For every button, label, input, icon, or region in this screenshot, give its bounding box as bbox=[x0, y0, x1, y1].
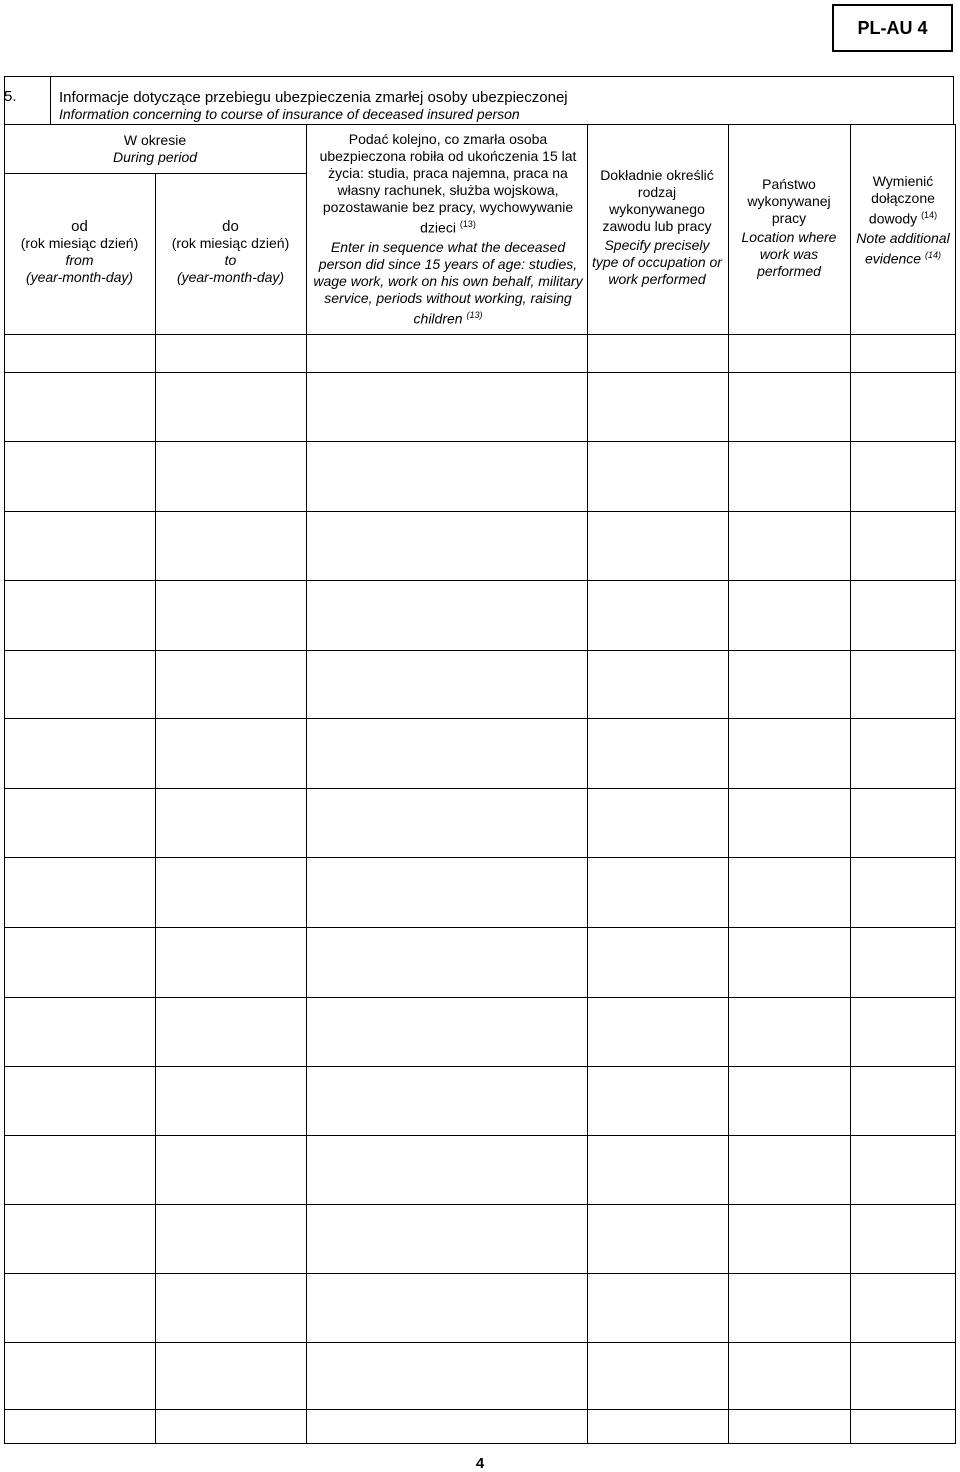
column-divider bbox=[850, 124, 851, 1443]
period-label-pl: W okresie bbox=[123, 132, 187, 148]
activity-note-pl: (13) bbox=[459, 219, 476, 229]
occupation-header bbox=[592, 167, 722, 288]
evidence-note-pl: (14) bbox=[921, 210, 938, 220]
table-row-line bbox=[4, 1273, 956, 1274]
country-label-en: Location where work was performed bbox=[741, 229, 837, 279]
table-row-line bbox=[4, 372, 956, 373]
evidence-label-en: Note additional evidence bbox=[856, 229, 950, 267]
from-header bbox=[4, 218, 155, 286]
to-format-pl: (rok miesiąc dzień) bbox=[171, 235, 290, 251]
table-row-line bbox=[4, 788, 956, 789]
to-label-en: to bbox=[224, 252, 237, 268]
table-row-line bbox=[4, 1066, 956, 1067]
form-code: PL-AU 4 bbox=[857, 17, 928, 38]
column-divider bbox=[587, 124, 588, 1443]
table-row-line bbox=[4, 511, 956, 512]
table-row-line bbox=[4, 580, 956, 581]
activity-label-en: Enter in sequence what the deceased person did since 15 years of age: studies, wage work, work on his own behalf, military service, periods without working, raising children bbox=[313, 238, 583, 327]
table-row-line bbox=[4, 650, 956, 651]
section-title bbox=[59, 89, 568, 123]
page-number: 4 bbox=[475, 1455, 485, 1472]
header-bottom-line bbox=[4, 334, 956, 335]
table-row-line bbox=[4, 1342, 956, 1343]
period-label-en: During period bbox=[112, 149, 198, 165]
period-subheader-line bbox=[4, 173, 306, 174]
country-label-pl: Państwo wykonywanej pracy bbox=[747, 176, 831, 226]
table-row-line bbox=[4, 1135, 956, 1136]
section-number-divider bbox=[50, 76, 51, 124]
from-label-pl: od bbox=[71, 218, 88, 235]
occupation-label-en: Specify precisely type of occupation or work performed bbox=[592, 237, 722, 287]
section-title-pl: Informacje dotyczące przebiegu ubezpieczenia zmarłej osoby ubezpieczonej bbox=[59, 89, 568, 106]
to-format-en: (year-month-day) bbox=[176, 269, 285, 285]
period-header bbox=[4, 132, 306, 166]
table-row-line bbox=[4, 927, 956, 928]
table-row-line bbox=[4, 1204, 956, 1205]
column-divider bbox=[728, 124, 729, 1443]
evidence-note-en: (14) bbox=[924, 249, 941, 260]
from-label-en: from bbox=[65, 252, 94, 268]
section-title-en: Information concerning to course of insurance of deceased insured person bbox=[59, 106, 520, 122]
from-format-en: (year-month-day) bbox=[25, 269, 134, 285]
form-code-box bbox=[832, 4, 953, 52]
section-number: 5. bbox=[4, 88, 17, 105]
table-row-line bbox=[4, 441, 956, 442]
activity-header bbox=[312, 131, 584, 327]
table-row-line bbox=[4, 997, 956, 998]
activity-label-pl: Podać kolejno, co zmarła osoba ubezpieczona robiła od ukończenia 15 lat życia: studia, praca najemna, praca na własny rachunek, służba wojskowa, pozostawanie bez pracy, wychowywanie dzieci bbox=[319, 131, 577, 236]
occupation-label-pl: Dokładnie określić rodzaj wykonywanego zawodu lub pracy bbox=[600, 167, 714, 234]
table-row-line bbox=[4, 857, 956, 858]
table-row-line bbox=[4, 718, 956, 719]
column-divider bbox=[155, 173, 156, 1443]
to-label-pl: do bbox=[222, 218, 239, 235]
country-header bbox=[735, 176, 843, 280]
column-divider bbox=[306, 124, 307, 1443]
evidence-label-pl: Wymienić dołączone dowody bbox=[868, 173, 935, 227]
from-format-pl: (rok miesiąc dzień) bbox=[20, 235, 139, 251]
activity-note-en: (13) bbox=[466, 309, 483, 320]
to-header bbox=[155, 218, 306, 286]
table-row-line bbox=[4, 1409, 956, 1410]
evidence-header bbox=[854, 173, 952, 267]
